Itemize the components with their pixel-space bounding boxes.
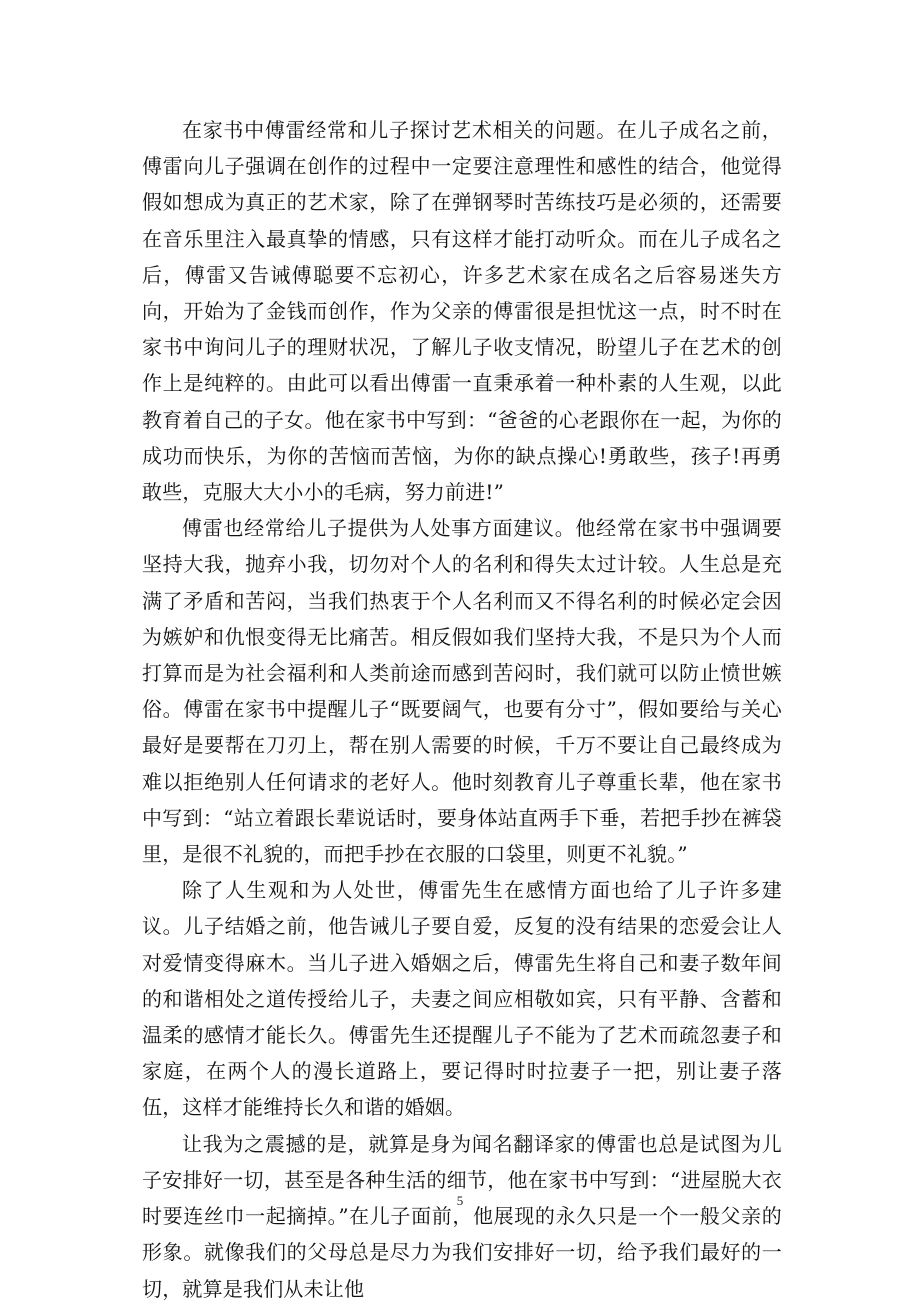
paragraph-emotion-advice: 除了人生观和为人处世，傅雷先生在感情方面也给了儿子许多建议。儿子结婚之前，他告诫儿子要自爱，反复的没有结果的恋爱会让人对爱情变得麻木。当儿子进入婚姻之后，傅雷先生将自己和妻子数年间的和谐相处之道传授给儿子，夫妻之间应相敬如宾，只有平静、含蓄和温柔的感情才能长久。傅雷先生还提醒儿子不能为了艺术而疏忽妻子和家庭，在两个人的漫长道路上，要记得时时拉妻子一把，别让妻子落伍，这样才能维持长久和谐的婚姻。 [142, 878, 782, 1120]
page-number: 5 [456, 1193, 464, 1208]
paragraph-conduct-advice: 傅雷也经常给儿子提供为人处事方面建议。他经常在家书中强调要坚持大我，抛弃小我，切勿对个人的名利和得失太过计较。人生总是充满了矛盾和苦闷，当我们热衷于个人名利而又不得名利的时候必定会因为嫉妒和仇恨变得无比痛苦。相反假如我们坚持大我，不是只为个人而打算而是为社会福利和人类前途而感到苦闷时，我们就可以防止愤世嫉俗。傅雷在家书中提醒儿子“既要阔气，也要有分寸”，假如要给与关心最好是要帮在刀刃上，帮在别人需要的时候，千万不要让自己最终成为难以拒绝别人任何请求的老好人。他时刻教育儿子尊重长辈，他在家书中写到：“站立着跟长辈说话时，要身体站直两手下垂，若把手抄在裤袋里，是很不礼貌的，而把手抄在衣服的口袋里，则更不礼貌。” [142, 516, 782, 867]
body-text [142, 112, 782, 1307]
paragraph-life-details: 让我为之震撼的是，就算是身为闻名翻译家的傅雷也总是试图为儿子安排好一切，甚至是各种生活的细节，他在家书中写到：“进屋脱大衣时要连丝巾一起摘掉。”在儿子面前，他展现的永久只是一个一般父亲的形象。就像我们的父母总是尽力为我们安排好一切，给予我们最好的一切，就算是我们从未让他 [142, 1131, 782, 1301]
paragraph-art-discussion: 在家书中傅雷经常和儿子探讨艺术相关的问题。在儿子成名之前，傅雷向儿子强调在创作的过程中一定要注意理性和感性的结合，他觉得假如想成为真正的艺术家，除了在弹钢琴时苦练技巧是必须的，还需要在音乐里注入最真挚的情感，只有这样才能打动听众。而在儿子成名之后，傅雷又告诫傅聪要不忘初心，许多艺术家在成名之后容易迷失方向，开始为了金钱而创作，作为父亲的傅雷很是担忧这一点，时不时在家书中询问儿子的理财状况，了解儿子收支情况，盼望儿子在艺术的创作上是纯粹的。由此可以看出傅雷一直秉承着一种朴素的人生观，以此教育着自己的子女。他在家书中写到：“爸爸的心老跟你在一起，为你的成功而快乐，为你的苦恼而苦恼，为你的缺点操心!勇敢些，孩子!再勇敢些，克服大大小小的毛病，努力前进!” [142, 118, 782, 505]
